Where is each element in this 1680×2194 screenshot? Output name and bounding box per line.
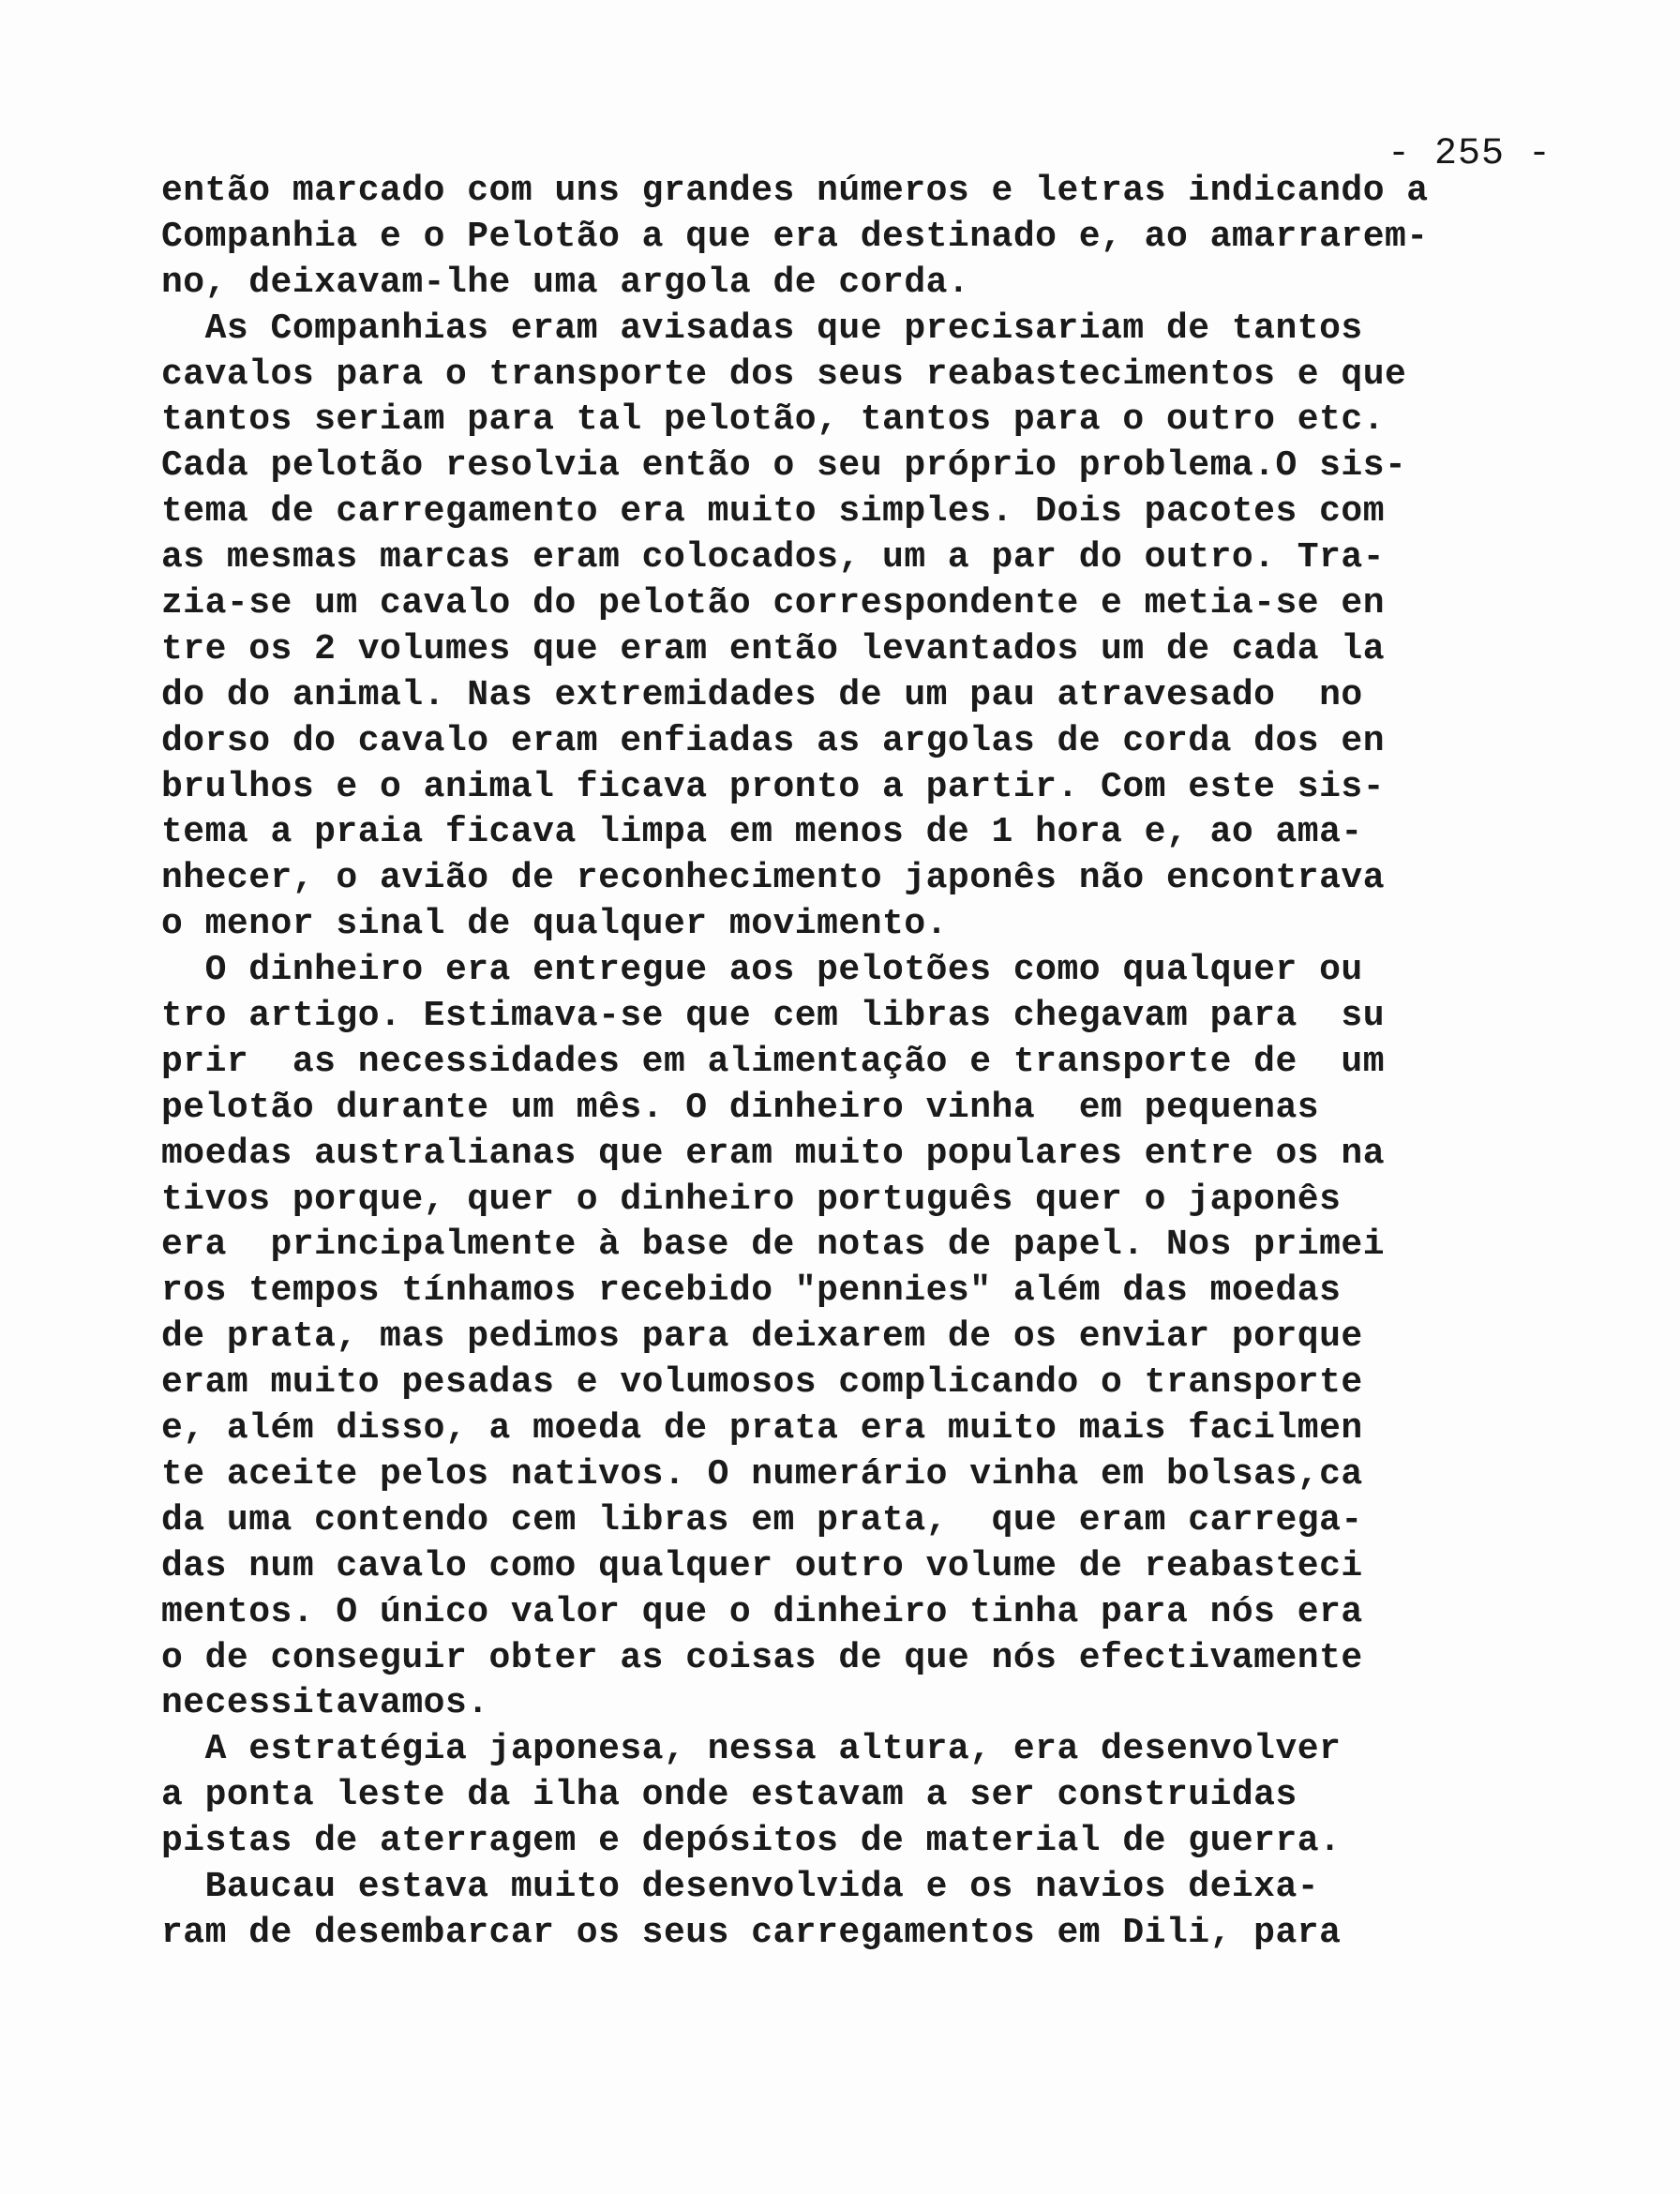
text-line: tivos porque, quer o dinheiro português quer o japonês (161, 1179, 1342, 1220)
text-line: dorso do cavalo eram enfiadas as argolas de corda dos en (161, 720, 1386, 761)
text-line: necessitavamos. (161, 1683, 489, 1724)
text-line: cavalos para o transporte dos seus reabastecimentos e que (161, 353, 1407, 395)
text-line: A estratégia japonesa, nessa altura, era desenvolver (161, 1729, 1342, 1770)
text-line: as mesmas marcas eram colocados, um a par do outro. Tra- (161, 537, 1386, 579)
text-line: no, deixavam-lhe uma argola de corda. (161, 262, 970, 303)
text-line: moedas australianas que eram muito populares entre os na (161, 1133, 1386, 1174)
text-line: ros tempos tínhamos recebido "pennies" além das moedas (161, 1270, 1342, 1312)
text-line: pelotão durante um mês. O dinheiro vinha em pequenas (161, 1087, 1320, 1128)
text-line: então marcado com uns grandes números e letras indicando a (161, 171, 1429, 211)
text-line: Companhia e o Pelotão a que era destinado e, ao amarrarem- (161, 216, 1429, 257)
body-text (161, 169, 1511, 1957)
text-line: te aceite pelos nativos. O numerário vinha em bolsas,ca (161, 1453, 1363, 1495)
text-line: mentos. O único valor que o dinheiro tinha para nós era (161, 1591, 1363, 1632)
text-line: de prata, mas pedimos para deixarem de os enviar porque (161, 1316, 1363, 1358)
text-line: Cada pelotão resolvia então o seu próprio problema.O sis- (161, 445, 1407, 487)
text-line: tantos seriam para tal pelotão, tantos para o outro etc. (161, 399, 1386, 441)
text-line: prir as necessidades em alimentação e transporte de um (161, 1041, 1386, 1082)
text-line: pistas de aterragem e depósitos de material de guerra. (161, 1821, 1342, 1862)
text-line: o de conseguir obter as coisas de que nós efectivamente (161, 1637, 1363, 1678)
text-line: da uma contendo cem libras em prata, que eram carrega- (161, 1499, 1363, 1540)
text-line: O dinheiro era entregue aos pelotões como qualquer ou (161, 950, 1363, 991)
text-line: tro artigo. Estimava-se que cem libras chegavam para su (161, 996, 1386, 1037)
text-line: tema de carregamento era muito simples. Dois pacotes com (161, 491, 1386, 533)
text-line: brulhos e o animal ficava pronto a partir. Com este sis- (161, 766, 1386, 807)
page-number: - 255 - (1388, 133, 1552, 175)
text-line: tre os 2 volumes que eram então levantados um de cada la (161, 628, 1386, 669)
text-line: nhecer, o avião de reconhecimento japonês não encontrava (161, 858, 1386, 899)
text-line: o menor sinal de qualquer movimento. (161, 904, 948, 945)
text-line: das num cavalo como qualquer outro volume de reabasteci (161, 1545, 1363, 1586)
text-line: tema a praia ficava limpa em menos de 1 hora e, ao ama- (161, 812, 1363, 853)
text-line: do do animal. Nas extremidades de um pau atravesado no (161, 674, 1363, 715)
text-line: era principalmente à base de notas de papel. Nos primei (161, 1225, 1386, 1266)
text-line: As Companhias eram avisadas que precisariam de tantos (161, 308, 1363, 349)
text-line: a ponta leste da ilha onde estavam a ser construidas (161, 1775, 1298, 1816)
text-line: ram de desembarcar os seus carregamentos em Dili, para (161, 1912, 1342, 1953)
text-line: zia-se um cavalo do pelotão correspondente e metia-se en (161, 583, 1386, 624)
text-line: eram muito pesadas e volumosos complicando o transporte (161, 1362, 1363, 1404)
text-line: e, além disso, a moeda de prata era muito mais facilmen (161, 1408, 1363, 1450)
text-line: Baucau estava muito desenvolvida e os navios deixa- (161, 1866, 1320, 1907)
